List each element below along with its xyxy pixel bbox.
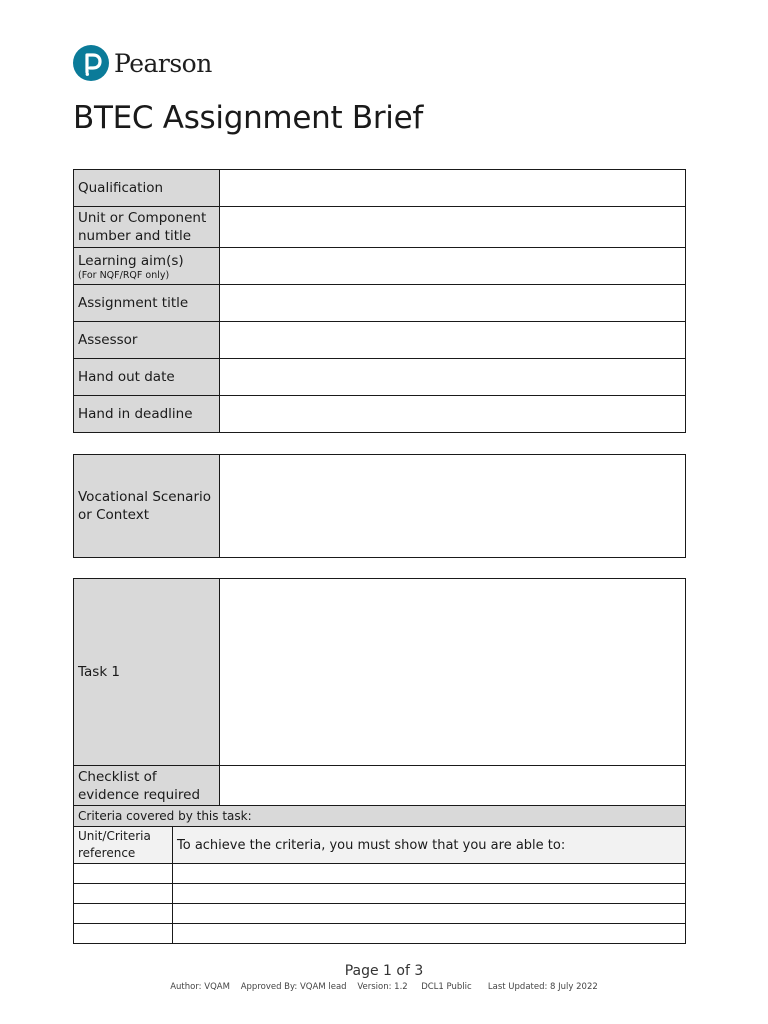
criteria-reference-cell[interactable] (74, 884, 173, 904)
row-scenario (74, 455, 686, 558)
row-task (74, 579, 686, 766)
field-unit[interactable] (220, 207, 686, 248)
label-learning-aim-note: (For NQF/RQF only) (78, 269, 170, 281)
criteria-row (74, 924, 686, 944)
label-qualification: Qualification (74, 170, 220, 207)
row-learning-aim (74, 248, 686, 285)
label-task: Task 1 (74, 579, 220, 766)
label-criteria-covered: Criteria covered by this task: (74, 806, 686, 827)
field-assignment-title[interactable] (220, 285, 686, 322)
row-checklist (74, 766, 686, 806)
pearson-logo (73, 44, 212, 82)
criteria-description-cell[interactable] (173, 904, 686, 924)
row-assignment-title (74, 285, 686, 322)
row-unit (74, 207, 686, 248)
row-hand-out-date (74, 359, 686, 396)
row-hand-in-deadline (74, 396, 686, 433)
page-number: Page 1 of 3 (344, 963, 424, 979)
criteria-row (74, 884, 686, 904)
col-header-criteria-description: To achieve the criteria, you must show that you are able to: (173, 827, 686, 864)
field-hand-out-date[interactable] (220, 359, 686, 396)
criteria-description-cell[interactable] (173, 924, 686, 944)
col-header-criteria-reference: Unit/Criteria reference (74, 827, 173, 864)
criteria-row (74, 864, 686, 884)
document-footer-meta: Author: VQAM Approved By: VQAM lead Version: 1.2 DCL1 Public Last Updated: 8 July 2022 (170, 982, 598, 992)
label-checklist: Checklist of evidence required (74, 766, 220, 806)
criteria-row (74, 904, 686, 924)
scenario-table (73, 454, 686, 558)
label-unit: Unit or Component number and title (74, 207, 220, 248)
page-title: BTEC Assignment Brief (73, 100, 423, 136)
label-learning-aim-cell (74, 248, 220, 285)
criteria-reference-cell[interactable] (74, 924, 173, 944)
criteria-reference-cell[interactable] (74, 864, 173, 884)
assignment-details-table (73, 169, 686, 433)
field-qualification[interactable] (220, 170, 686, 207)
label-assignment-title: Assignment title (74, 285, 220, 322)
field-hand-in-deadline[interactable] (220, 396, 686, 433)
row-criteria-covered (74, 806, 686, 827)
field-assessor[interactable] (220, 322, 686, 359)
task-table (73, 578, 686, 944)
field-scenario[interactable] (220, 455, 686, 558)
logo-text: Pearson (114, 48, 212, 78)
field-task[interactable] (220, 579, 686, 766)
label-hand-in-deadline: Hand in deadline (74, 396, 220, 433)
pearson-logo-icon (73, 45, 109, 81)
label-learning-aim: Learning aim(s) (78, 252, 184, 269)
criteria-description-cell[interactable] (173, 864, 686, 884)
row-assessor (74, 322, 686, 359)
criteria-description-cell[interactable] (173, 884, 686, 904)
label-scenario: Vocational Scenario or Context (74, 455, 220, 558)
field-checklist[interactable] (220, 766, 686, 806)
label-hand-out-date: Hand out date (74, 359, 220, 396)
criteria-header-row (74, 827, 686, 864)
field-learning-aim[interactable] (220, 248, 686, 285)
criteria-reference-cell[interactable] (74, 904, 173, 924)
label-assessor: Assessor (74, 322, 220, 359)
row-qualification (74, 170, 686, 207)
